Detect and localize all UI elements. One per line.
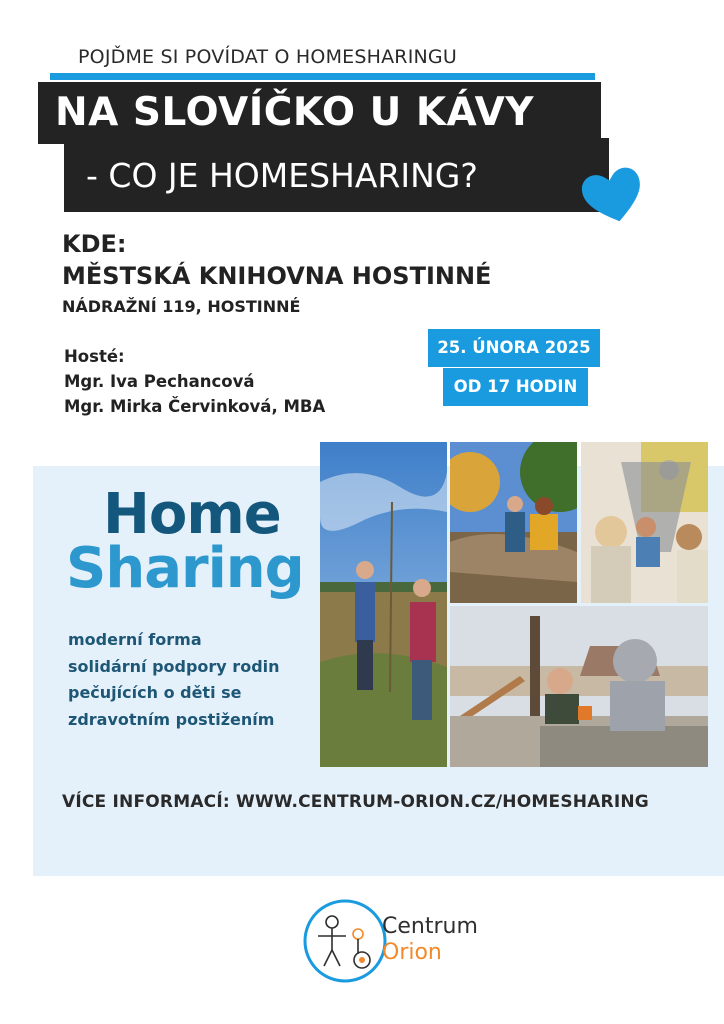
event-time-badge: OD 17 HODIN: [443, 368, 588, 406]
event-date-badge: 25. ÚNORA 2025: [428, 329, 600, 367]
photo-autumn-log: [450, 442, 577, 603]
guest-name: Mgr. Iva Pechancová: [64, 372, 255, 391]
more-info-link[interactable]: VÍCE INFORMACÍ: WWW.CENTRUM-ORION.CZ/HOMESHARING: [62, 792, 649, 812]
centrum-orion-logo-icon: [302, 898, 388, 984]
title-line-1: NA SLOVÍČKO U KÁVY: [38, 82, 601, 144]
org-name-centrum: Centrum: [382, 914, 478, 939]
description-line: moderní forma: [68, 630, 202, 649]
where-label: KDE:: [62, 230, 127, 258]
homesharing-logo-sharing: Sharing: [66, 536, 304, 601]
photo-tree-planting: [320, 442, 447, 767]
program-description: [68, 627, 318, 733]
photo-hammock: [581, 442, 708, 603]
kicker-underline: [50, 73, 595, 80]
guests-label: Hosté:: [64, 347, 125, 366]
guest-name: Mgr. Mirka Červinková, MBA: [64, 397, 326, 416]
kicker-text: POJĎME SI POVÍDAT O HOMESHARINGU: [78, 46, 457, 68]
description-line: solidární podpory rodin: [68, 656, 280, 676]
description-line: pečujících o děti se: [68, 683, 242, 702]
venue-address: NÁDRAŽNÍ 119, HOSTINNÉ: [62, 297, 301, 316]
org-name-orion: Orion: [382, 940, 442, 965]
homesharing-logo-home: Home: [103, 482, 281, 547]
photo-playground: [450, 606, 708, 767]
venue-name: MĚSTSKÁ KNIHOVNA HOSTINNÉ: [62, 262, 492, 290]
heart-icon: [578, 160, 648, 230]
title-line-2: - CO JE HOMESHARING?: [64, 138, 609, 212]
description-line: zdravotním postižením: [68, 709, 275, 729]
